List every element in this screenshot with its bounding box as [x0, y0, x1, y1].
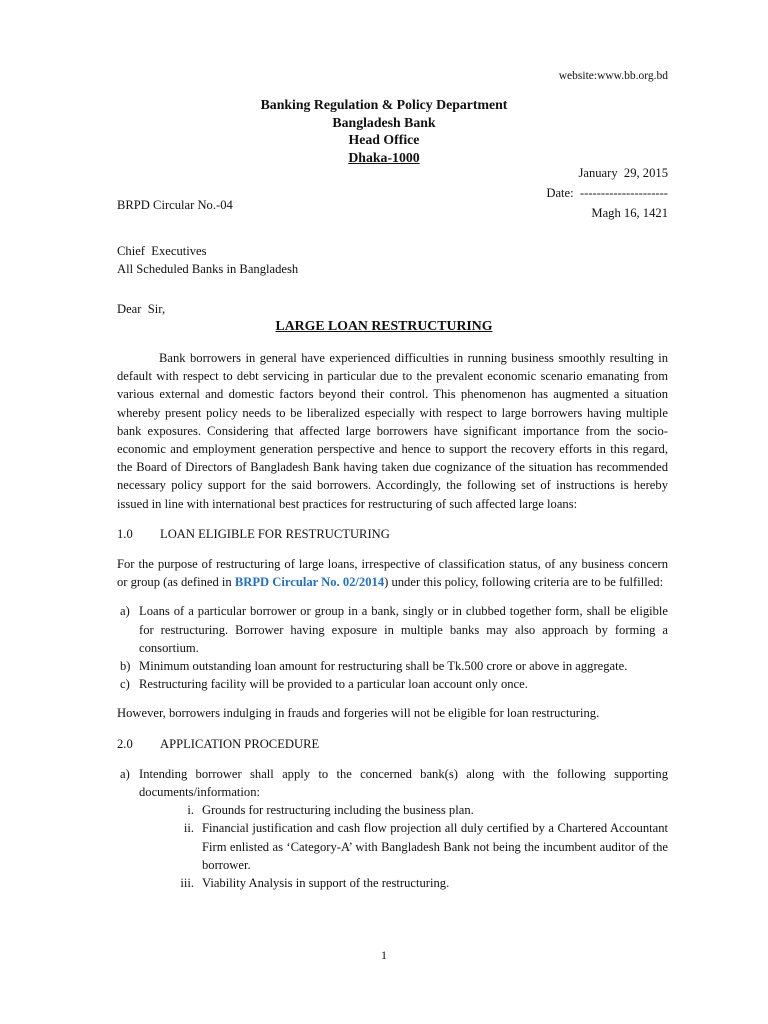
section-1-closing: However, borrowers indulging in frauds and forgeries will not be eligible for loan restructuring.	[117, 706, 600, 721]
circular-link[interactable]: BRPD Circular No. 02/2014	[234, 575, 385, 590]
office-name: Head Office	[348, 132, 420, 147]
date-gregorian: January 29, 2015	[578, 166, 668, 180]
sub-list-item: iii. Viability Analysis in support of the restructuring.	[180, 876, 450, 891]
sub-list-item: i. Grounds for restructuring including the business plan.	[187, 803, 474, 818]
sub-list-item: ii. Financial justification and cash flow projection all duly certified by a Chartered Accountant Firm enlisted as ‘Category-A’ with Bangladesh Bank not being the incumbent auditor of the borrower.	[183, 821, 668, 872]
eligibility-criteria-list	[117, 602, 668, 693]
section-number: 2.0	[117, 736, 133, 751]
section-number: 1.0	[117, 526, 133, 541]
date-bangla: Magh 16, 1421	[591, 206, 668, 220]
date-label: Date: ---------------------	[546, 186, 668, 200]
letterhead	[0, 96, 768, 166]
page-number: 1	[381, 948, 387, 962]
salutation: Dear Sir,	[117, 302, 166, 316]
list-item: a) Loans of a particular borrower or group in a bank, singly or in clubbed together form, shall be eligible for restructuring. Borrower having exposure in multiple banks may also approach by forming a consortium.	[120, 604, 668, 655]
section-title: APPLICATION PROCEDURE	[160, 736, 320, 751]
list-item: b) Minimum outstanding loan amount for restructuring shall be Tk.500 crore or above in aggregate.	[120, 659, 628, 674]
addressee-line-2: All Scheduled Banks in Bangladesh	[117, 262, 299, 276]
department-name: Banking Regulation & Policy Department	[260, 97, 508, 112]
city-name: Dhaka-1000	[348, 149, 420, 165]
supporting-documents-list	[139, 801, 668, 892]
section-heading-1	[117, 525, 668, 543]
bank-name: Bangladesh Bank	[332, 114, 436, 130]
section-heading-2	[117, 735, 668, 753]
list-item: a) Intending borrower shall apply to the concerned bank(s) along with the following supporting documents/information: i. Grounds for restructuring including the business plan. ii. Financial justification and cash flow projection all duly certified by a Chartered Accountant Firm enlisted as ‘Category-A’ with Bangladesh Bank not being the incumbent auditor of the borrower. iii. Viability Analysis in support of the restructuring.	[117, 765, 668, 892]
website-url: website:www.bb.org.bd	[558, 70, 668, 82]
document-title: LARGE LOAN RESTRUCTURING	[275, 318, 493, 333]
application-procedure-list	[117, 765, 668, 892]
addressee-line-1: Chief Executives	[117, 244, 207, 258]
section-title: LOAN ELIGIBLE FOR RESTRUCTURING	[160, 526, 390, 541]
section-1-paragraph: For the purpose of restructuring of large loans, irrespective of classification status, of any business concern or group (as defined in BRPD Circular No. 02/2014) under this policy, following criteria are to be fulfilled:	[117, 557, 668, 590]
addressee	[117, 242, 298, 278]
document-body	[117, 349, 668, 892]
intro-paragraph: Bank borrowers in general have experienced difficulties in running business smoothly resulting in default with respect to debt servicing in particular due to the prevalent economic scenario emanating from various external and domestic factors beyond their control. This phenomenon has augmented a situation whereby present policy needs to be liberalized especially with respect to large borrowers having multiple bank exposures. Considering that affected large borrowers have significant importance from the socio-economic and employment generation perspective and hence to support the recovery efforts in this regard, the Board of Directors of Bangladesh Bank having taken due cognizance of the situation has recommended necessary policy support for the said borrowers. Accordingly, the following set of instructions is hereby issued in line with international best practices for restructuring of such affected large loans:	[117, 351, 668, 511]
date-block	[546, 163, 668, 223]
circular-number: BRPD Circular No.-04	[117, 198, 233, 212]
list-item: c) Restructuring facility will be provided to a particular loan account only once.	[120, 677, 528, 692]
